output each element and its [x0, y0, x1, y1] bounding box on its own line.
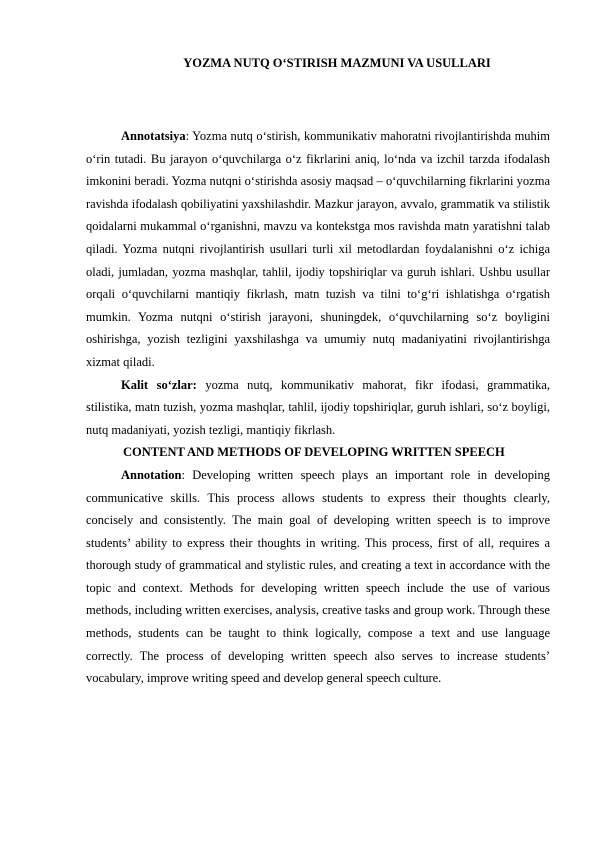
- annotation-uz-paragraph: [86, 125, 550, 374]
- paper-title: YOZMA NUTQ O‘STIRISH MAZMUNI VA USULLARI: [183, 56, 491, 70]
- keywords-uz-paragraph: [86, 374, 550, 442]
- annotation-en-text: : Developing written speech plays an important role in developing communicative skills. This process allows students to express their thoughts clearly, concisely and consistently. The main goal of developing written speech is to improve students’ ability to express their thoughts in writing. This process, first of all, requires a thorough study of grammatical and stylistic rules, and creating a text in accordance with the topic and context. Methods for developing written speech include the use of various methods, including written exercises, analysis, creative tasks and group work. Through these methods, students can be taught to think logically, compose a text and use language correctly. The process of developing written speech also serves to increase students’ vocabulary, improve writing speed and develop general speech culture.: [86, 467, 550, 686]
- keywords-uz-label: Kalit so‘zlar:: [121, 377, 197, 392]
- annotation-uz-label: Annotatsiya: [121, 129, 186, 143]
- annotation-uz-text: : Yozma nutq o‘stirish, kommunikativ mahoratni rivojlantirishda muhim o‘rin tutadi. Bu jarayon o‘quvchilarga o‘z fikrlarini aniq, lo‘nda va izchil tarzda ifodalash imkonini beradi. Yozma nutqni o‘stirishda asosiy maqsad – o‘quvchilarning fikrlarini yozma ravishda ifodalash qobiliyatini yaxshilashdir. Mazkur jarayon, avvalo, grammatik va stilistik qoidalarni mukammal o‘rganishni, mavzu va kontekstga mos ravishda matn yaratishni talab qiladi. Yozma nutqni rivojlantirish usullari turli xil metodlardan foydalanishni o‘z ichiga oladi, jumladan, yozma mashqlar, tahlil, ijodiy topshiriqlar va guruh ishlari. Ushbu usullar orqali o‘quvchilarni mantiqiy fikrlash, matn tuzish va tilni to‘g‘ri ishlatishga o‘rgatish mumkin. Yozma nutqni o‘stirish jarayoni, shuningdek, o‘quvchilarning so‘z boyligini oshirishga, yozish tezligini yaxshilashga va umumiy nutq madaniyatini rivojlantirishga xizmat qiladi.: [86, 129, 550, 369]
- english-title: CONTENT AND METHODS OF DEVELOPING WRITTEN SPEECH: [123, 445, 505, 460]
- annotation-en-label: Annotation: [121, 467, 182, 482]
- keywords-uz-text: yozma nutq, kommunikativ mahorat, fikr ifodasi, grammatika, stilistika, matn tuzish, yozma mashqlar, tahlil, ijodiy topshiriqlar, guruh ishlari, so‘z boyligi, nutq madaniyati, yozish tezligi, mantiqiy fikrlash.: [86, 377, 550, 437]
- annotation-en-paragraph: [86, 464, 550, 690]
- paper-body: [86, 125, 550, 690]
